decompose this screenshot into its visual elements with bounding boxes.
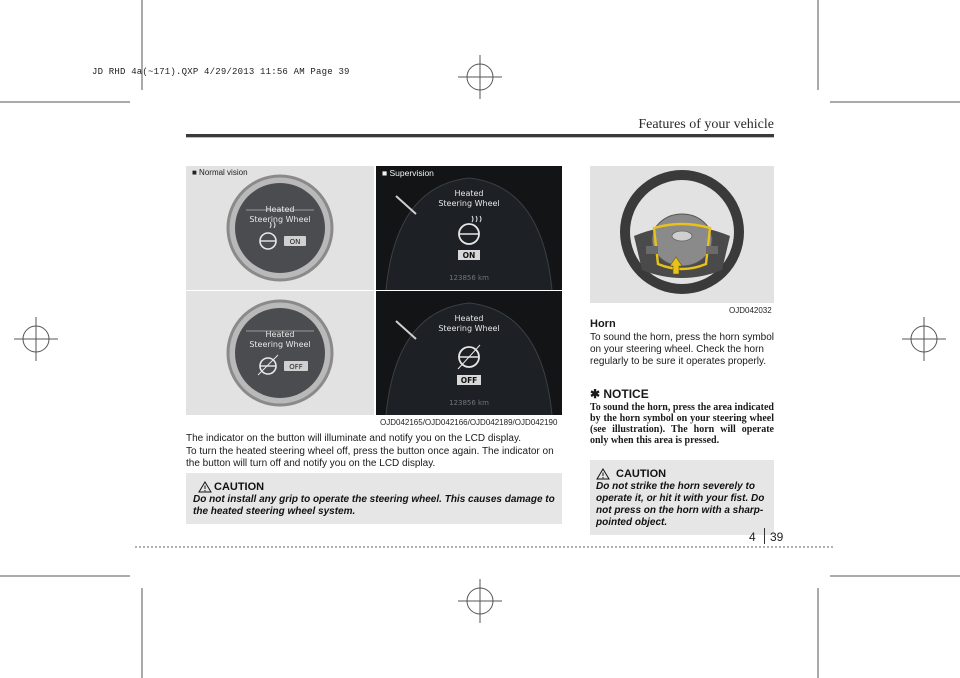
on-badge: ON bbox=[289, 238, 301, 246]
paragraph-turn-off: To turn the heated steering wheel off, press the button once again. The indicator on the button will turn off and notify you on the LCD display. bbox=[186, 446, 554, 469]
gauge-off-illustration bbox=[186, 291, 374, 415]
gauge-title-2: Steering Wheel bbox=[249, 215, 311, 224]
odometer-off: 123856 km bbox=[449, 399, 489, 407]
chapter-number: 4 bbox=[749, 530, 756, 544]
supervision-panel-on bbox=[376, 166, 562, 290]
footer-dotted-rule bbox=[135, 546, 835, 550]
caution-box-left bbox=[186, 473, 562, 524]
caution-body-right: Do not strike the horn severely to operate it, or hit it with your fist. Do not press on the horn with a sharp-pointed object. bbox=[596, 481, 765, 528]
gauge-on-illustration bbox=[186, 166, 374, 290]
warning-triangle-icon bbox=[596, 468, 610, 480]
caution-box-right bbox=[590, 460, 774, 535]
steering-wheel-illustration bbox=[590, 166, 774, 303]
supervision-panel-off bbox=[376, 291, 562, 415]
normal-vision-panel-off bbox=[186, 291, 374, 415]
gauge-title-1-off: Heated bbox=[265, 330, 295, 339]
horn-paragraph: To sound the horn, press the horn symbol on your steering wheel. Check the horn regularly to be sure it operates properly. bbox=[590, 332, 774, 367]
header-rule-thin bbox=[186, 137, 774, 138]
off-badge: OFF bbox=[289, 363, 303, 371]
gauge-title-1: Heated bbox=[265, 205, 295, 214]
caution-body-left: Do not install any grip to operate the steering wheel. This causes damage to the heated steering wheel system. bbox=[193, 494, 555, 517]
print-slug: JD RHD 4a(~171).QXP 4/29/2013 11:56 AM Page 39 bbox=[92, 67, 350, 77]
lcd-title-1: Heated bbox=[454, 189, 484, 198]
lcd-off-title-1: Heated bbox=[454, 314, 484, 323]
horn-heading: Horn bbox=[590, 318, 616, 330]
page-number: 39 bbox=[770, 530, 784, 544]
lcd-on-badge: ON bbox=[462, 251, 476, 260]
steering-wheel-figure bbox=[590, 166, 774, 303]
paragraph-indicator: The indicator on the button will illuminate and notify you on the LCD display. bbox=[186, 433, 522, 444]
supervision-label: ■ Supervision bbox=[382, 168, 434, 178]
notice-body: To sound the horn, press the area indicated by the horn symbol on your steering wheel (see illustration). The horn will operate only when this area is pressed. bbox=[590, 402, 774, 446]
lcd-off-illustration bbox=[376, 291, 562, 415]
caution-title-left: CAUTION bbox=[214, 481, 265, 493]
section-title: Features of your vehicle bbox=[638, 117, 774, 132]
lcd-on-illustration bbox=[376, 166, 562, 290]
figure-caption-right: OJD042032 bbox=[729, 306, 772, 315]
normal-vision-panel-on bbox=[186, 166, 374, 290]
notice-title: ✱ NOTICE bbox=[590, 387, 649, 401]
lcd-off-badge: OFF bbox=[460, 376, 478, 385]
normal-vision-label: ■ Normal vision bbox=[192, 168, 248, 177]
lcd-title-2: Steering Wheel bbox=[438, 199, 500, 208]
caution-title-right: CAUTION bbox=[616, 468, 667, 480]
warning-triangle-icon bbox=[198, 481, 212, 493]
page-number-divider bbox=[764, 528, 765, 544]
lcd-off-title-2: Steering Wheel bbox=[438, 324, 500, 333]
figure-caption-left: OJD042165/OJD042166/OJD042189/OJD042190 bbox=[380, 418, 558, 427]
odometer-on: 123856 km bbox=[449, 274, 489, 282]
gauge-title-2-off: Steering Wheel bbox=[249, 340, 311, 349]
